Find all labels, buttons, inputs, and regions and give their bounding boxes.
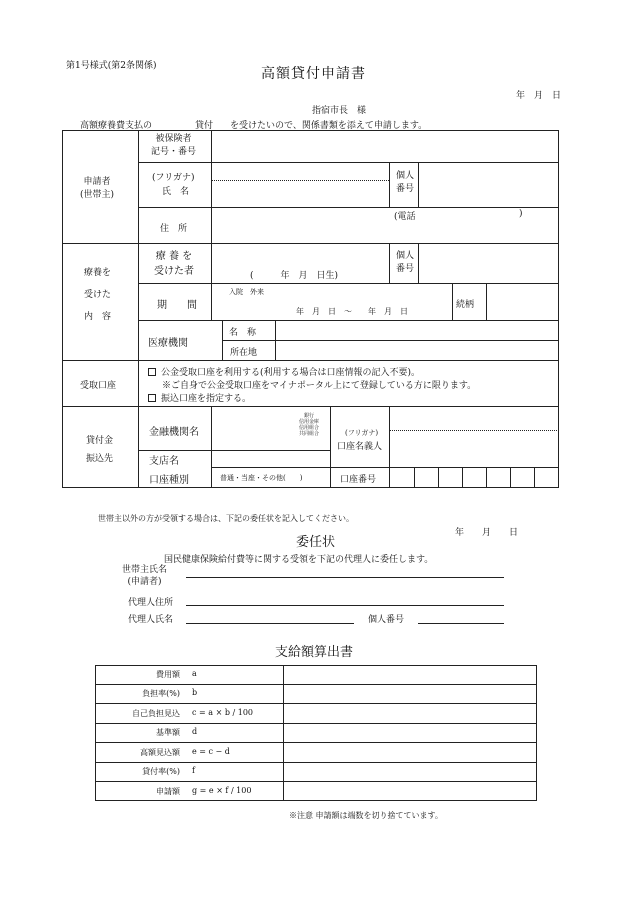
institution-label: 医療機関	[148, 338, 188, 349]
relation-label: 続柄	[456, 300, 475, 310]
bank-name-label: 金融機関名	[149, 427, 199, 438]
calc-formula-request: g = e × f / 100	[192, 786, 252, 795]
head-name-line[interactable]	[186, 577, 504, 578]
address-label: 住 所	[160, 224, 188, 234]
calc-formula-base: d	[192, 727, 198, 736]
phone-close: )	[519, 209, 523, 219]
birth-date-field[interactable]: ( 年 月 日生)	[250, 271, 339, 281]
insured-number-label: 記号・番号	[151, 147, 197, 157]
intro-prefix: 高額療養費支払の	[80, 121, 153, 131]
address-field[interactable]	[212, 218, 558, 242]
bank-section-label: 貸付金	[86, 436, 114, 446]
insured-number-field[interactable]	[212, 131, 558, 161]
patient-label-2: 受けた者	[154, 266, 194, 277]
period-label: 期 間	[157, 300, 197, 311]
treatment-section-label-1: 療養を	[84, 268, 112, 278]
calc-label-high-cost: 高額見込額	[140, 748, 180, 757]
patient-label: 療 養 を	[155, 251, 193, 262]
bank-type-options[interactable]	[299, 413, 319, 437]
calc-label-self-pay: 自己負担見込	[132, 709, 180, 718]
calc-value-burden-rate[interactable]	[284, 685, 536, 702]
treatment-section-label-3: 内 容	[84, 312, 112, 322]
calc-formula-self-pay: c = a × b / 100	[192, 708, 253, 717]
calc-footnote: ※注意 申請額は端数を切り捨てています。	[289, 811, 443, 820]
treatment-section-label-2: 受けた	[84, 290, 112, 300]
transfer-account-checkbox[interactable]	[148, 394, 156, 402]
bank-type-cooperative: 共同組合	[299, 431, 320, 437]
institution-address-field[interactable]	[276, 341, 558, 359]
intro-suffix: を受けたいので、関係書類を添えて申請します。	[230, 121, 428, 131]
account-type-label: 口座種別	[149, 475, 189, 486]
head-name-sublabel: (申請者)	[127, 577, 162, 587]
proxy-note: 世帯主以外の方が受領する場合は、下記の委任状を記入してください。	[98, 514, 354, 523]
bank-type-bank: 銀行	[304, 413, 315, 419]
proxy-date[interactable]: 年 月 日	[455, 528, 519, 538]
furigana-label: (フリガナ)	[152, 173, 195, 183]
proxy-statement: 国民健康保険給付費等に関する受領を下記の代理人に委任します。	[164, 555, 434, 565]
institution-name-field[interactable]	[276, 321, 558, 339]
period-dates-field[interactable]: 年 月 日 ～ 年 月 日	[296, 307, 408, 316]
form-number: 第1号様式(第2条関係)	[66, 61, 157, 71]
applicant-section-sublabel: (世帯主)	[80, 190, 115, 200]
bank-type-shinkin: 信用金庫	[299, 419, 320, 425]
name-label: 氏 名	[162, 187, 190, 197]
calc-formula-cost: a	[192, 669, 197, 678]
patient-personal-number-label-2: 番号	[396, 264, 415, 274]
applicant-personal-number-field[interactable]	[419, 163, 558, 206]
calc-label-base: 基準額	[156, 728, 180, 737]
transfer-account-option: 振込口座を指定する。	[161, 394, 252, 404]
calc-formula-high-cost: e = c − d	[192, 747, 230, 756]
agent-name-line[interactable]	[186, 623, 354, 624]
application-date[interactable]: 年 月 日	[516, 91, 562, 101]
calc-title: 支給額算出書	[275, 645, 354, 660]
account-holder-field[interactable]	[390, 431, 558, 466]
calc-label-cost: 費用額	[156, 670, 180, 679]
institution-name-label: 名 称	[229, 328, 257, 338]
insured-label: 被保険者	[155, 134, 192, 144]
account-number-field[interactable]	[390, 468, 558, 487]
calc-value-self-pay[interactable]	[284, 704, 536, 722]
calc-formula-loan-rate: f	[192, 766, 195, 775]
addressee: 指宿市長 様	[312, 106, 367, 116]
calc-value-high-cost[interactable]	[284, 743, 536, 761]
inpatient-outpatient-option[interactable]: 入院 外来	[229, 288, 264, 296]
receipt-section-label: 受取口座	[80, 381, 117, 391]
calc-value-base[interactable]	[284, 724, 536, 741]
bank-type-credit-union: 信用組合	[299, 425, 320, 431]
calc-label-request: 申請額	[156, 787, 180, 796]
page-title: 高額貸付申請書	[261, 66, 366, 82]
personal-number-label: 個人	[396, 171, 415, 181]
head-name-label: 世帯主氏名	[122, 565, 168, 575]
agent-name-label: 代理人氏名	[128, 615, 174, 625]
agent-address-label: 代理人住所	[128, 598, 174, 608]
bank-name-field[interactable]	[212, 407, 292, 449]
calc-label-loan-rate: 貸付率(%)	[142, 767, 180, 776]
public-account-option: 公金受取口座を利用する(利用する場合は口座情報の記入不要)。	[161, 368, 421, 378]
calc-value-request[interactable]	[284, 782, 536, 800]
institution-address-label: 所在地	[230, 348, 258, 358]
holder-furigana-label: (フリガナ)	[345, 429, 379, 437]
personal-number-label-2: 番号	[396, 184, 415, 194]
calc-value-loan-rate[interactable]	[284, 763, 536, 780]
branch-label: 支店名	[149, 456, 179, 467]
account-type-field[interactable]: 普通・当座・その他( )	[220, 474, 303, 482]
phone-label: (電話	[394, 212, 416, 222]
branch-field[interactable]	[212, 451, 329, 466]
bank-section-label-2: 振込先	[86, 454, 114, 464]
account-holder-label: 口座名義人	[337, 442, 383, 452]
agent-personal-number-line[interactable]	[418, 623, 504, 624]
intro-loan: 貸付	[195, 121, 214, 131]
account-number-label: 口座番号	[340, 475, 377, 485]
patient-personal-number-field[interactable]	[419, 244, 558, 282]
applicant-section-label: 申請者	[83, 177, 111, 187]
agent-address-line[interactable]	[186, 605, 504, 606]
calc-formula-burden-rate: b	[192, 688, 198, 697]
agent-personal-number-label: 個人番号	[368, 615, 405, 625]
calc-value-cost[interactable]	[284, 666, 536, 683]
proxy-title: 委任状	[296, 535, 336, 550]
public-account-note: ※ご自身で公金受取口座をマイナポータル上にて登録している方に限ります。	[162, 381, 477, 391]
relation-field[interactable]	[487, 284, 558, 319]
calc-label-burden-rate: 負担率(%)	[142, 689, 180, 698]
public-account-checkbox[interactable]	[148, 368, 156, 376]
applicant-name-field[interactable]	[212, 181, 388, 206]
patient-personal-number-label: 個人	[396, 251, 415, 261]
